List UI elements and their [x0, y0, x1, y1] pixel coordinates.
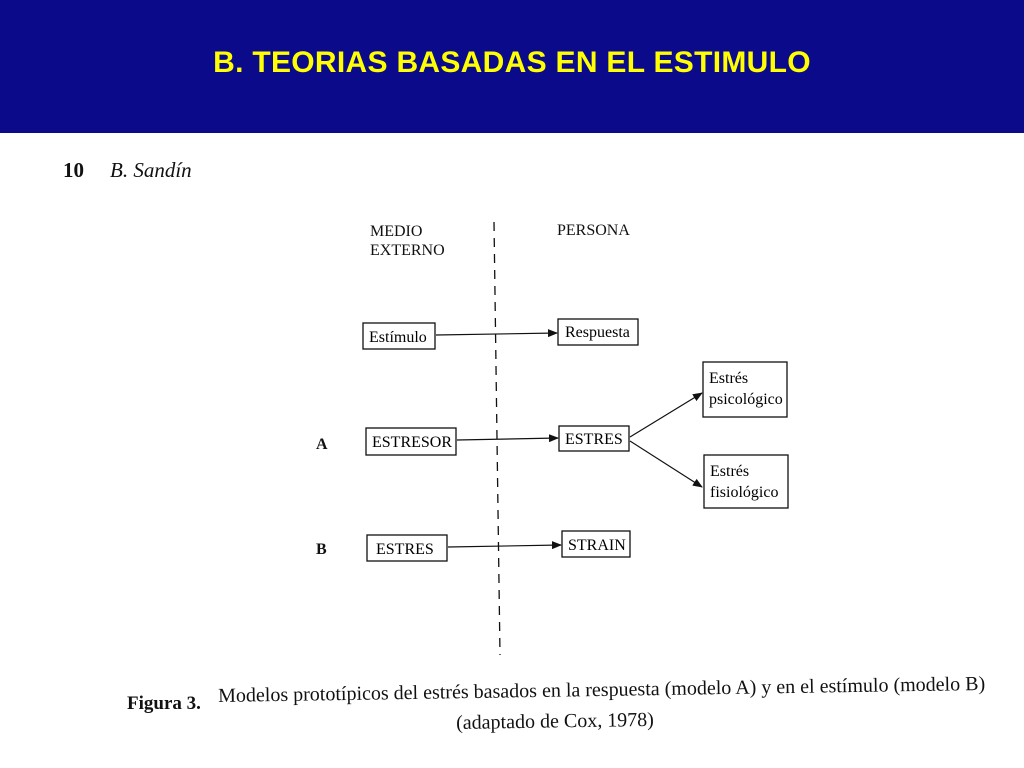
- arrow-estres-psicologico: [630, 393, 702, 437]
- box-estres-a-text: ESTRES: [565, 431, 623, 448]
- box-psicologico-line1: Estrés: [709, 370, 749, 387]
- box-fisiologico-line1: Estrés: [710, 463, 750, 480]
- column-label-persona: PERSONA: [557, 222, 630, 239]
- page-number: 10: [63, 158, 84, 182]
- arrow-estres-strain: [448, 545, 561, 547]
- row-stimulus-response: [363, 319, 638, 349]
- box-fisiologico-line2: fisiológico: [710, 484, 779, 501]
- divider-line: [494, 222, 500, 655]
- column-label-left-line1: MEDIO: [370, 223, 423, 240]
- box-estres-b-text: ESTRES: [376, 541, 434, 558]
- figure-caption-label: Figura 3.: [127, 693, 201, 714]
- box-estimulo-text: Estímulo: [369, 329, 427, 346]
- box-strain-text: STRAIN: [568, 537, 626, 554]
- arrow-estimulo-respuesta: [436, 333, 557, 335]
- figure-caption-text: Modelos prototípicos del estrés basados en la respuesta (modelo A) y en el estímulo (modelo B): [218, 672, 986, 707]
- row-a: [366, 362, 788, 508]
- arrow-estres-fisiologico: [630, 441, 702, 487]
- row-b: [367, 531, 630, 561]
- slide-title: B. TEORIAS BASADAS EN EL ESTIMULO: [213, 46, 811, 79]
- box-estresor-text: ESTRESOR: [372, 434, 453, 451]
- box-respuesta-text: Respuesta: [565, 324, 630, 341]
- row-label-a: A: [316, 436, 328, 453]
- figure-caption-source: (adaptado de Cox, 1978): [456, 708, 655, 734]
- column-label-left-line2: EXTERNO: [370, 242, 445, 259]
- row-label-b: B: [316, 541, 327, 558]
- author: B. Sandín: [110, 158, 192, 182]
- arrow-estresor-estres: [457, 438, 558, 440]
- box-psicologico-line2: psicológico: [709, 391, 783, 408]
